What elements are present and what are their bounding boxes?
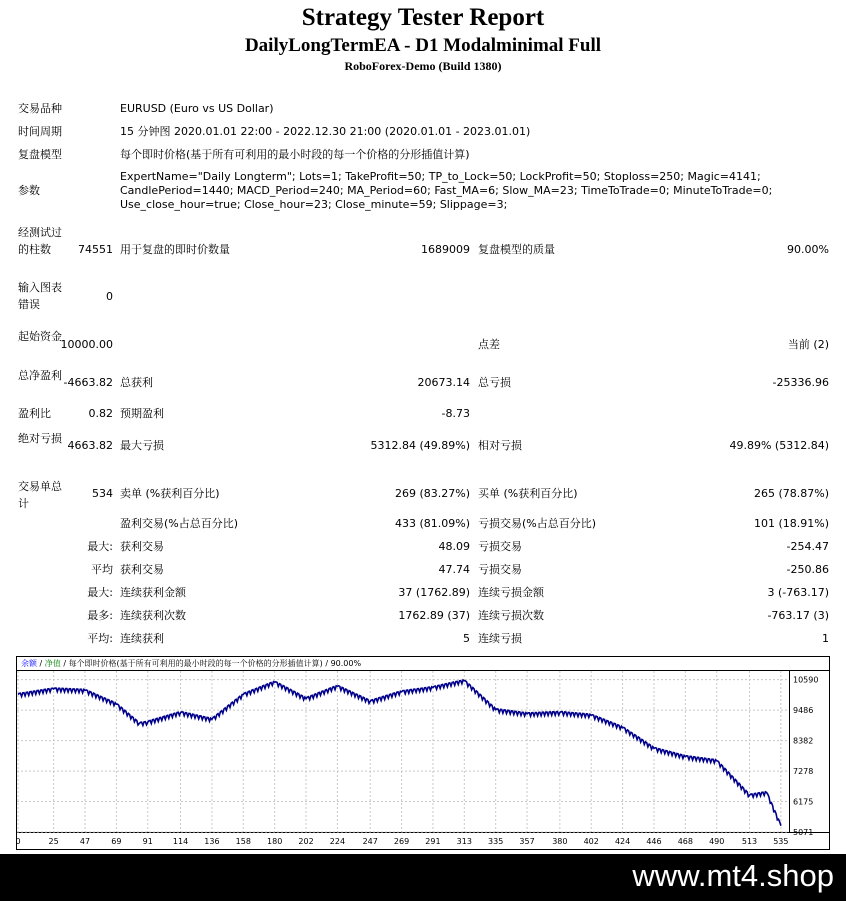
abs-drawdown-label: 绝对亏损: [18, 432, 62, 445]
gross-loss-label: 总亏损: [478, 376, 511, 389]
long-positions-label: 买单 (%获利百分比): [478, 487, 578, 500]
bars-label: 经测试过的柱数: [18, 226, 62, 256]
avg-cons-wins-value: 5: [463, 632, 470, 645]
x-tick-label: 402: [583, 837, 599, 846]
x-tick-label: 69: [111, 837, 122, 846]
avg-cons-wins-label: 连续获利: [120, 632, 164, 645]
x-tick-label: 490: [709, 837, 725, 846]
ticks-value: 1689009: [421, 243, 470, 256]
y-tick-label: 8382: [793, 736, 814, 746]
short-positions-value: 269 (83.27%): [394, 487, 470, 500]
profit-trades-label: 盈利交易(%占总百分比): [120, 517, 239, 530]
spread-label: 点差: [478, 338, 500, 351]
y-tick-label: 10590: [793, 675, 819, 685]
average-consecutive-prefix: 平均:: [87, 632, 113, 645]
x-tick-label: 269: [393, 837, 410, 846]
watermark-bar: [0, 854, 846, 901]
largest-win-value: 48.09: [438, 540, 470, 553]
avg-cons-losses-value: 1: [822, 632, 829, 645]
net-profit-value: -4663.82: [63, 376, 113, 389]
x-tick-label: 313: [456, 837, 472, 846]
avg-loss-value: -250.86: [786, 563, 829, 576]
largest-loss-value: -254.47: [786, 540, 829, 553]
deposit-label: 起始资金: [18, 330, 62, 343]
x-tick-label: 513: [741, 837, 758, 846]
x-tick-label: 202: [298, 837, 314, 846]
quality-value: 90.00%: [787, 243, 829, 256]
mismatch-value: 0: [106, 290, 113, 303]
loss-trades-value: 101 (18.91%): [753, 517, 829, 530]
x-tick-label: 357: [519, 837, 535, 846]
max-consecutive-prefix: 最大:: [87, 586, 113, 599]
average-prefix: 平均: [91, 563, 113, 576]
expected-payoff-value: -8.73: [441, 407, 470, 420]
short-positions-label: 卖单 (%获利百分比): [120, 487, 220, 500]
legend-equity: 净值: [44, 659, 61, 668]
chart-legend: [21, 658, 361, 668]
expected-payoff-label: 预期盈利: [120, 407, 164, 420]
legend-rest: / 每个即时价格(基于所有可利用的最小时段的每一个价格的分形插值计算) / 90.00%: [60, 659, 362, 668]
x-tick-label: 424: [614, 837, 631, 846]
largest-prefix: 最大:: [87, 540, 113, 553]
x-tick-label: 91: [142, 837, 153, 846]
x-tick-label: 158: [235, 837, 251, 846]
maximal-losses-value: -763.17 (3): [767, 609, 829, 622]
params-line-2: CandlePeriod=1440; MACD_Period=240; MA_Period=60; Fast_MA=6; Slow_MA=23; TimeToTrade=0; MinuteToTrade=0;: [120, 184, 773, 197]
max-drawdown-value: 5312.84 (49.89%): [370, 439, 470, 452]
x-tick-label: 25: [48, 837, 59, 846]
watermark-text: www.mt4.shop: [632, 858, 834, 893]
maximal-losses-label: 连续亏损次数: [478, 609, 544, 622]
balance-chart: [16, 656, 830, 850]
max-drawdown-label: 最大亏损: [120, 439, 164, 452]
rel-drawdown-label: 相对亏损: [478, 439, 522, 452]
report-subtitle: DailyLongTermEA - D1 Modalminimal Full: [244, 35, 602, 56]
chart-frame: [17, 657, 830, 850]
avg-win-label: 获利交易: [120, 563, 164, 576]
spread-value: 当前 (2): [787, 338, 829, 351]
model-label: 复盘模型: [18, 148, 62, 161]
report-title: Strategy Tester Report: [301, 4, 545, 31]
profit-trades-value: 433 (81.09%): [394, 517, 470, 530]
x-tick-label: 535: [773, 837, 789, 846]
x-tick-label: 380: [552, 837, 568, 846]
abs-drawdown-value: 4663.82: [67, 439, 113, 452]
period-label: 时间周期: [18, 125, 62, 138]
quality-label: 复盘模型的质量: [478, 243, 555, 256]
y-tick-label: 7278: [793, 767, 814, 777]
y-tick-label: 6175: [793, 797, 814, 807]
period-value: 15 分钟图 2020.01.01 22:00 - 2022.12.30 21:00 (2020.01.01 - 2023.01.01): [120, 125, 531, 138]
largest-win-label: 获利交易: [120, 540, 164, 553]
params-label: 参数: [18, 184, 40, 197]
avg-cons-losses-label: 连续亏损: [478, 632, 522, 645]
deposit-value: 10000.00: [60, 338, 113, 351]
x-tick-label: 247: [362, 837, 378, 846]
legend-balance: 余额: [21, 659, 37, 668]
avg-win-value: 47.74: [438, 563, 470, 576]
max-cons-wins-label: 连续获利金额: [120, 586, 186, 599]
report-server: RoboForex-Demo (Build 1380): [344, 59, 502, 73]
gross-profit-value: 20673.14: [417, 376, 470, 389]
legend-sep: /: [37, 659, 45, 668]
total-trades-value: 534: [92, 487, 113, 500]
profit-factor-value: 0.82: [88, 407, 113, 420]
maximal-wins-value: 1762.89 (37): [398, 609, 470, 622]
x-tick-label: 114: [172, 837, 189, 846]
ticks-label: 用于复盘的即时价数量: [120, 243, 230, 256]
x-tick-label: 468: [677, 837, 693, 846]
gross-loss-value: -25336.96: [772, 376, 829, 389]
maximal-wins-label: 连续获利次数: [120, 609, 186, 622]
x-tick-label: 291: [425, 837, 441, 846]
x-tick-label: 136: [204, 837, 220, 846]
loss-trades-label: 亏损交易(%占总百分比): [478, 517, 597, 530]
max-cons-wins-value: 37 (1762.89): [398, 586, 470, 599]
max-cons-losses-label: 连续亏损金额: [478, 586, 544, 599]
symbol-value: EURUSD (Euro vs US Dollar): [120, 102, 274, 115]
y-tick-label: 9486: [793, 706, 814, 716]
net-profit-label: 总净盈利: [18, 369, 62, 382]
max-cons-losses-value: 3 (-763.17): [767, 586, 829, 599]
symbol-label: 交易品种: [18, 102, 62, 115]
rel-drawdown-value: 49.89% (5312.84): [729, 439, 829, 452]
gross-profit-label: 总获利: [120, 376, 153, 389]
total-trades-label: 交易单总计: [18, 480, 62, 510]
x-tick-label: 335: [488, 837, 504, 846]
x-tick-label: 180: [267, 837, 283, 846]
mismatch-label: 输入图表错误: [18, 281, 62, 311]
x-tick-label: 446: [646, 837, 662, 846]
maximal-prefix: 最多:: [87, 609, 113, 622]
x-tick-label: 0: [15, 837, 21, 846]
model-value: 每个即时价格(基于所有可利用的最小时段的每一个价格的分形插值计算): [120, 148, 470, 161]
params-line-1: ExpertName="Daily Longterm"; Lots=1; TakeProfit=50; TP_to_Lock=50; LockProfit=50; Stoploss=250; Magic=4141;: [120, 170, 761, 183]
profit-factor-label: 盈利比: [18, 407, 51, 420]
long-positions-value: 265 (78.87%): [753, 487, 829, 500]
bars-value: 74551: [78, 243, 113, 256]
y-tick-label: 5071: [793, 828, 814, 837]
x-tick-label: 47: [79, 837, 91, 846]
largest-loss-label: 亏损交易: [478, 540, 522, 553]
params-line-3: Use_close_hour=true; Close_hour=23; Close_minute=59; Slippage=3;: [120, 198, 508, 211]
x-tick-label: 224: [329, 837, 346, 846]
avg-loss-label: 亏损交易: [478, 563, 522, 576]
